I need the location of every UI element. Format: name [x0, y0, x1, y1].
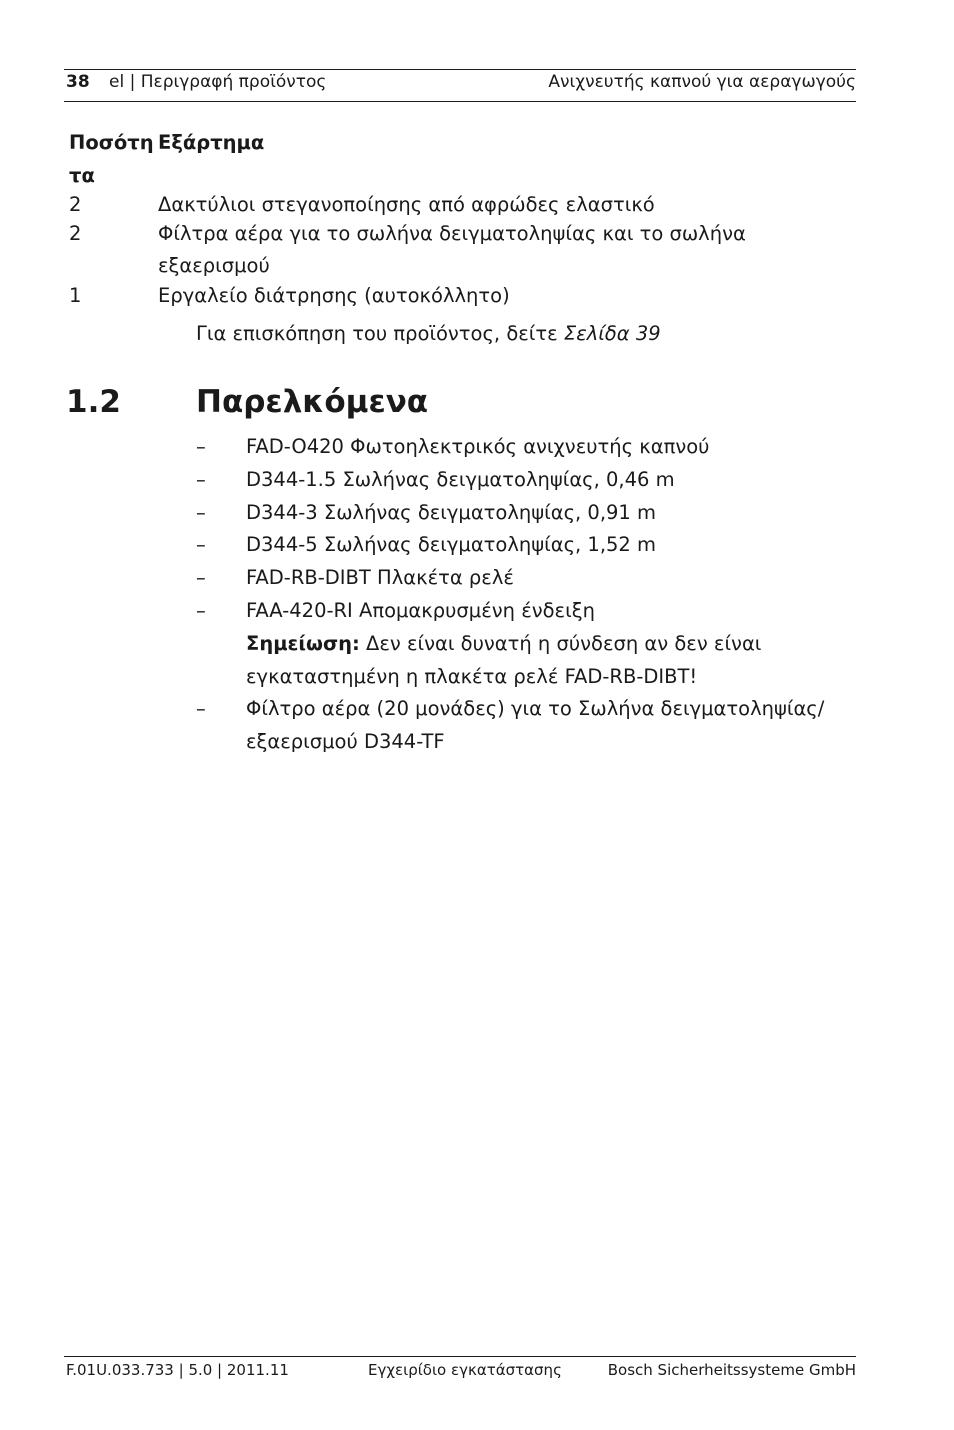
note-text: Δεν είναι δυνατή η σύνδεση αν δεν είναι εγκαταστημένη η πλακέτα ρελέ FAD-RB-DIBT!	[246, 631, 762, 688]
accessory-text: Φίλτρο αέρα (20 μονάδες) για το Σωλήνα δειγματοληψίας/ εξαερισμού D344-TF	[246, 697, 825, 754]
footer-document-id: F.01U.033.733 | 5.0 | 2011.11	[66, 1361, 289, 1379]
list-dash: –	[196, 467, 206, 491]
header-top-rule	[64, 69, 856, 70]
list-dash: –	[196, 435, 206, 458]
list-item	[196, 464, 856, 497]
part-column-header: Εξάρτημα	[158, 131, 265, 154]
note-label: Σημείωση:	[246, 631, 360, 655]
section-number: 1.2	[66, 384, 121, 420]
section-title: Παρελκόμενα	[196, 384, 429, 420]
header-product-title: Ανιχνευτής καπνού για αεραγωγούς	[548, 72, 856, 92]
list-dash: –	[196, 566, 206, 590]
footer-document-type: Εγχειρίδιο εγκατάστασης	[368, 1361, 562, 1379]
quantity-cell: 1	[69, 284, 82, 307]
list-item	[196, 562, 856, 595]
list-dash: –	[196, 697, 206, 721]
list-item	[196, 595, 856, 693]
overview-reference	[196, 318, 661, 349]
page-reference-link[interactable]: Σελίδα 39	[563, 322, 661, 345]
accessory-text: FAD-RB-DIBT Πλακέτα ρελέ	[246, 566, 514, 590]
part-cell: Εργαλείο διάτρησης (αυτοκόλλητο)	[158, 284, 510, 307]
accessory-text: FAA-420-RI Απομακρυσμένη ένδειξη	[246, 598, 595, 622]
list-item	[196, 497, 856, 530]
quantity-cell: 2	[69, 193, 82, 216]
quantity-column-header: Ποσότη τα	[69, 131, 154, 187]
footer-rule	[64, 1356, 856, 1357]
header-bottom-rule	[64, 101, 856, 102]
page-number: 38	[66, 72, 90, 92]
header-section-label: el | Περιγραφή προϊόντος	[109, 72, 327, 92]
accessory-text: D344-1.5 Σωλήνας δειγματοληψίας, 0,46 m	[246, 467, 675, 491]
accessory-text: D344-5 Σωλήνας δειγματοληψίας, 1,52 m	[246, 533, 657, 557]
accessory-text: FAD-O420 Φωτοηλεκτρικός ανιχνευτής καπνού	[246, 435, 710, 458]
list-item	[196, 529, 856, 562]
list-dash: –	[196, 598, 206, 622]
overview-reference-text: Για επισκόπηση του προϊόντος, δείτε	[196, 322, 564, 345]
part-cell: Δακτύλιοι στεγανοποίησης από αφρώδες ελαστικό	[158, 193, 655, 216]
accessory-note	[246, 628, 856, 694]
list-item	[196, 693, 856, 759]
list-item	[196, 431, 856, 464]
part-cell: Φίλτρα αέρα για το σωλήνα δειγματοληψίας και το σωλήνα εξαερισμού	[158, 222, 746, 277]
quantity-cell: 2	[69, 222, 82, 245]
footer-company: Bosch Sicherheitssysteme GmbH	[607, 1361, 856, 1379]
accessory-text: D344-3 Σωλήνας δειγματοληψίας, 0,91 m	[246, 500, 657, 524]
list-dash: –	[196, 500, 206, 524]
accessories-list	[196, 431, 856, 759]
list-dash: –	[196, 533, 206, 557]
